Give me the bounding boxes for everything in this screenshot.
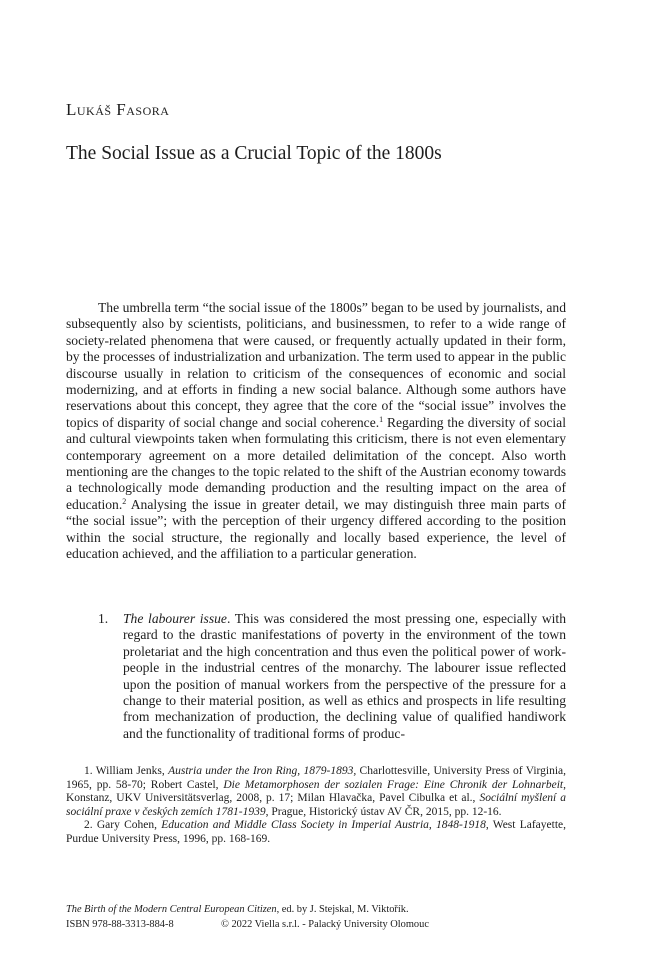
footnote-text: , Prague, Historický ústav AV ČR, 2015, pp. 12-16. (265, 805, 502, 818)
chapter-title: The Social Issue as a Crucial Topic of the 1800s (66, 143, 442, 164)
body-text-part3: Analysing the issue in greater detail, we may distinguish three main parts of “the social issue”; with the perception of their urgency differed according to the position within the social structure, the regionally and locally based experience, the level of education achieved, and the affiliation to a particular generation. (66, 496, 566, 562)
footnote-2 (66, 819, 566, 846)
footnote-text: 2. Gary Cohen, (84, 819, 162, 832)
list-number: 1. (98, 611, 109, 626)
footnote-book-title: Education and Middle Class Society in Imperial Austria, 1848-1918 (161, 819, 486, 832)
page-footer (66, 903, 586, 932)
footnote-1 (66, 765, 566, 819)
body-text-part1: The umbrella term “the social issue of the 1800s” began to be used by journalists, and subsequently also by scientists, politicians, and businessmen, to refer to a wide range of society-related phenomena that were caused, or frequently actually updated in their form, by the processes of industrialization and urbanization. The term used to appear in the public discourse usually in relation to criticism of the consequences of economic and social modernizing, and at efforts in finding a new social balance. Although some authors have reservations about this concept, they agree that the core of the “social issue” involves the topics of disparity of social change and social coherence. (66, 300, 566, 430)
author-name: Lukáš Fasora (66, 100, 170, 119)
numbered-list (98, 611, 566, 742)
footnote-book-title: Austria under the Iron Ring, 1879-1893, (168, 765, 357, 777)
footnote-text: , West Lafayette, Purdue University Press, 1996, pp. 168-169. (66, 819, 566, 845)
list-item (98, 611, 566, 742)
list-item-body: . This was considered the most pressing one, especially with regard to the drastic manifestations of poverty in the environment of the town proletariat and the high concentration and thus even the political power of work-people in the industrial centres of the monarchy. The labourer issue reflected upon the position of manual workers from the perspective of the pressure for a change to their material position, as well as ethics and prospects in life resulting from mechanization of production, the declining value of qualified handiwork and the functionality of traditional forms of produc- (123, 611, 567, 741)
footnote-book-title: Sociální myšlení a sociální praxe v českých zemích 1781-1939 (66, 792, 566, 818)
footnote-text: Charlottesville, University Press of Virginia, 1965, pp. 58-70; Robert Castel, (66, 765, 566, 791)
footnote-ref-2[interactable]: 2 (122, 496, 127, 506)
footer-isbn: ISBN 978-88-3313-884-8 (66, 918, 174, 930)
footnote-text: , Konstanz, UKV Universitätsverlag, 2008, p. 17; Milan Hlavačka, Pavel Cibulka et al., (66, 778, 566, 805)
body-paragraph (66, 300, 566, 563)
footer-citation (66, 903, 586, 918)
footnote-text: 1. William Jenks, (84, 765, 169, 777)
body-text-part2: Regarding the diversity of social and cultural viewpoints taken when formulating this criticism, there is not even elementary contemporary agreement on a more detailed delimitation of the concept. Also worth mentioning are the changes to the topic related to the shift of the Austrian economy towards a technologically mode demanding production and the resulting impact on the area of education. (66, 414, 566, 512)
footnote-book-title: Die Metamorphosen der sozialen Frage: Eine Chronik der Lohnarbeit (223, 778, 564, 791)
list-item-emphasis: The labourer issue (123, 611, 227, 626)
footer-book-title: The Birth of the Modern Central European Citizen (66, 904, 277, 915)
footer-copyright: © 2022 Viella s.r.l. - Palacký University Olomouc (221, 918, 429, 930)
footer-publication-line (66, 918, 586, 933)
footer-editors: , ed. by J. Stejskal, M. Viktořík. (276, 904, 409, 915)
footnotes (66, 765, 566, 847)
list-item-text (123, 611, 566, 742)
footnote-ref-1[interactable]: 1 (379, 414, 384, 424)
